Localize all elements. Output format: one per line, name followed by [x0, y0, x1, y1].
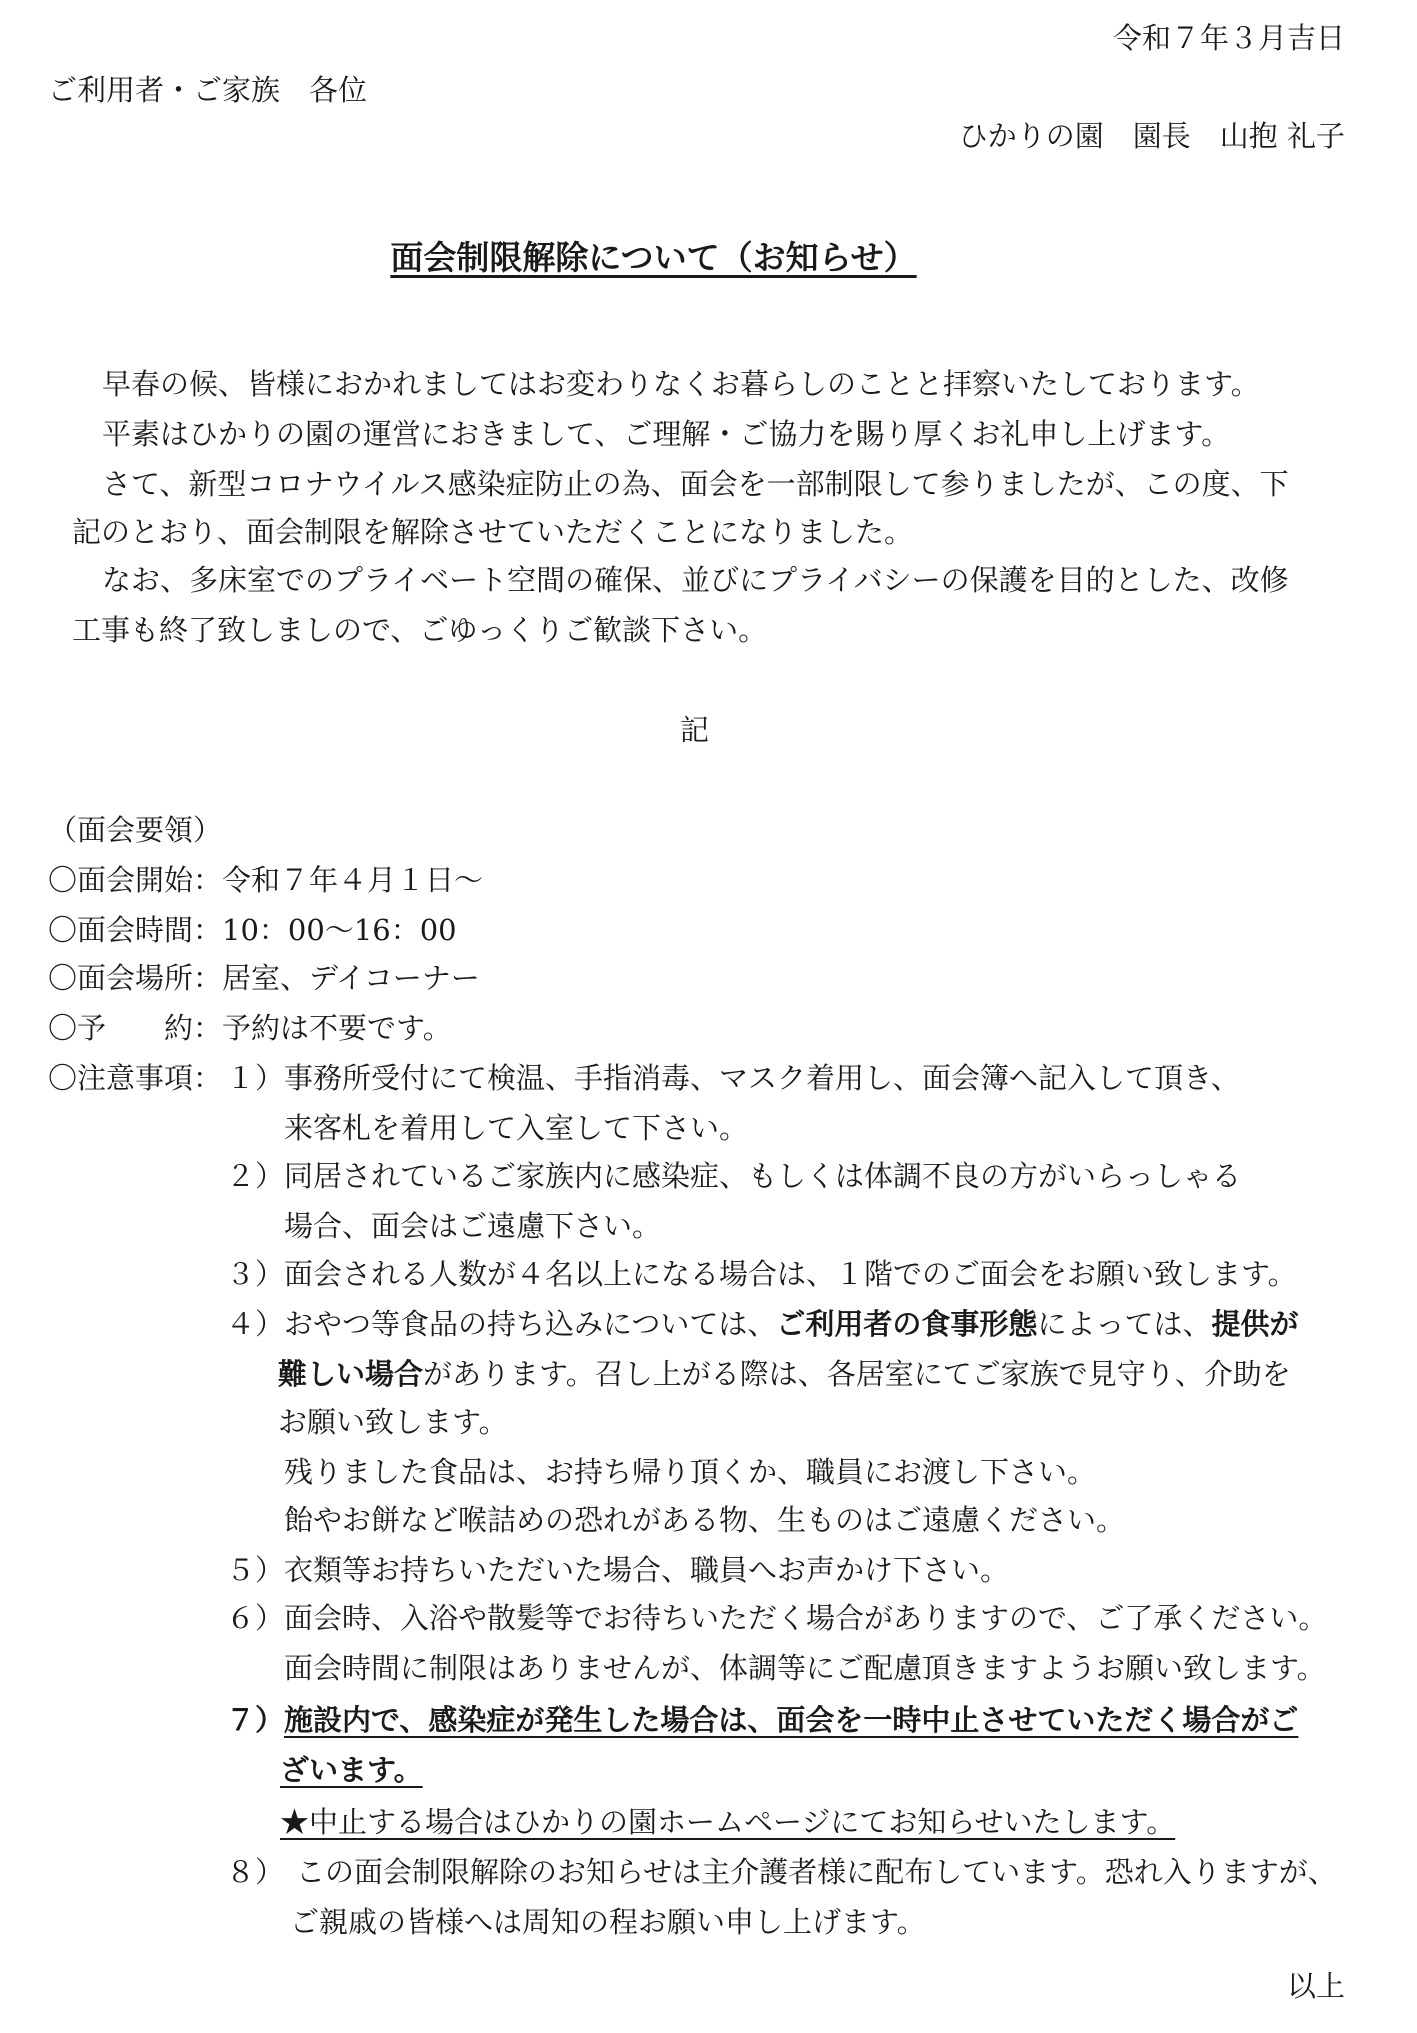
note-2-line-2: 場合、面会はご遠慮下さい。 [284, 1209, 662, 1243]
detail-label: 〇面会場所： [48, 961, 223, 995]
detail-value: 予約は不要です。 [222, 1011, 452, 1045]
note-4-line-5: 飴やお餅など喉詰めの恐れがある物、生ものはご遠慮ください。 [284, 1503, 1126, 1537]
note-8-line-1: この面会制限解除のお知らせは主介護者様に配布しています。恐れ入りますが、 [296, 1855, 1337, 1889]
note-4-emphasis: 難しい場合 [278, 1357, 424, 1391]
detail-reservation [48, 1008, 452, 1048]
detail-start [48, 860, 483, 900]
intro-line-4: 記のとおり、面会制限を解除させていただくことになりました。 [72, 515, 914, 549]
note-3-line-1: 面会される人数が４名以上になる場合は、１階でのご面会をお願い致します。 [284, 1257, 1297, 1291]
detail-hours [48, 910, 457, 950]
note-1-line-1: 事務所受付にて検温、手指消毒、マスク着用し、面会簿へ記入して頂き、 [284, 1061, 1240, 1095]
note-5-number: ５） [226, 1553, 285, 1587]
intro-line-3: さて、新型コロナウイルス感染症防止の為、面会を一部制限して参りましたが、この度、下 [102, 467, 1289, 501]
section-heading: （面会要領） [48, 813, 223, 847]
note-4-text: おやつ等食品の持ち込みについては、 [284, 1307, 777, 1341]
note-4-line-1 [284, 1304, 1298, 1344]
note-4-number: ４） [226, 1307, 285, 1341]
note-4-text: があります。召し上がる際は、各居室にてご家族で見守り、介助を [423, 1357, 1291, 1391]
note-4-text: によっては、 [1037, 1307, 1212, 1341]
note-6-line-2: 面会時間に制限はありませんが、体調等にご配慮頂きますようお願い致します。 [284, 1651, 1326, 1685]
notes-label: 〇注意事項： [48, 1061, 223, 1095]
page-title: 面会制限解除について（お知らせ） [390, 238, 917, 277]
detail-value: 令和７年４月１日～ [222, 863, 484, 897]
note-1-number: １） [226, 1061, 285, 1095]
ki-heading: 記 [680, 713, 710, 747]
note-6-number: ６） [226, 1601, 285, 1635]
intro-line-1: 早春の候、皆様におかれましてはお変わりなくお暮らしのことと拝察いたしております。 [102, 367, 1260, 401]
document-date: 令和７年３月吉日 [1112, 21, 1345, 55]
note-7-number: ７） [226, 1703, 285, 1737]
note-6-line-1: 面会時、入浴や散髪等でお待ちいただく場合がありますので、ご了承ください。 [284, 1601, 1328, 1635]
note-4-line-3: お願い致します。 [278, 1405, 508, 1439]
sender: ひかりの園 園長 山抱 礼子 [958, 119, 1345, 153]
closing: 以上 [1286, 1969, 1345, 2003]
note-2-line-1: 同居されているご家族内に感染症、もしくは体調不良の方がいらっしゃる [284, 1159, 1242, 1193]
intro-line-2: 平素はひかりの園の運営におきまして、ご理解・ご協力を賜り厚くお礼申し上げます。 [102, 417, 1231, 451]
note-4-line-4: 残りました食品は、お持ち帰り頂くか、職員にお渡し下さい。 [284, 1455, 1097, 1489]
note-7-star-notice: ★中止する場合はひかりの園ホームページにてお知らせいたします。 [280, 1805, 1176, 1839]
detail-label: 〇面会時間： [48, 913, 223, 947]
note-4-emphasis: 提供が [1211, 1307, 1299, 1341]
detail-label: 〇面会開始： [48, 863, 223, 897]
detail-label: 〇予 約： [48, 1011, 223, 1045]
note-4-line-2 [278, 1354, 1291, 1394]
detail-place [48, 958, 480, 998]
note-4-emphasis: ご利用者の食事形態 [776, 1307, 1038, 1341]
intro-line-5: なお、多床室でのプライベート空間の確保、並びにプライバシーの保護を目的とした、改修 [102, 563, 1289, 597]
note-8-number: ８） [226, 1855, 285, 1889]
recipient: ご利用者・ご家族 各位 [48, 73, 368, 107]
note-5-line-1: 衣類等お持ちいただいた場合、職員へお声かけ下さい。 [284, 1553, 1010, 1587]
note-7-line-2: ざいます。 [280, 1753, 423, 1787]
note-2-number: ２） [226, 1159, 285, 1193]
note-8-line-2: ご親戚の皆様へは周知の程お願い申し上げます。 [290, 1905, 926, 1939]
intro-line-6: 工事も終了致しましので、ごゆっくりご歓談下さい。 [72, 613, 768, 647]
detail-value: 居室、デイコーナー [222, 961, 480, 995]
detail-value: 10：00～16：00 [222, 913, 457, 947]
note-3-number: ３） [226, 1257, 285, 1291]
note-1-line-2: 来客札を着用して入室して下さい。 [284, 1111, 749, 1145]
note-7-line-1: 施設内で、感染症が発生した場合は、面会を一時中止させていただく場合がご [284, 1703, 1299, 1737]
